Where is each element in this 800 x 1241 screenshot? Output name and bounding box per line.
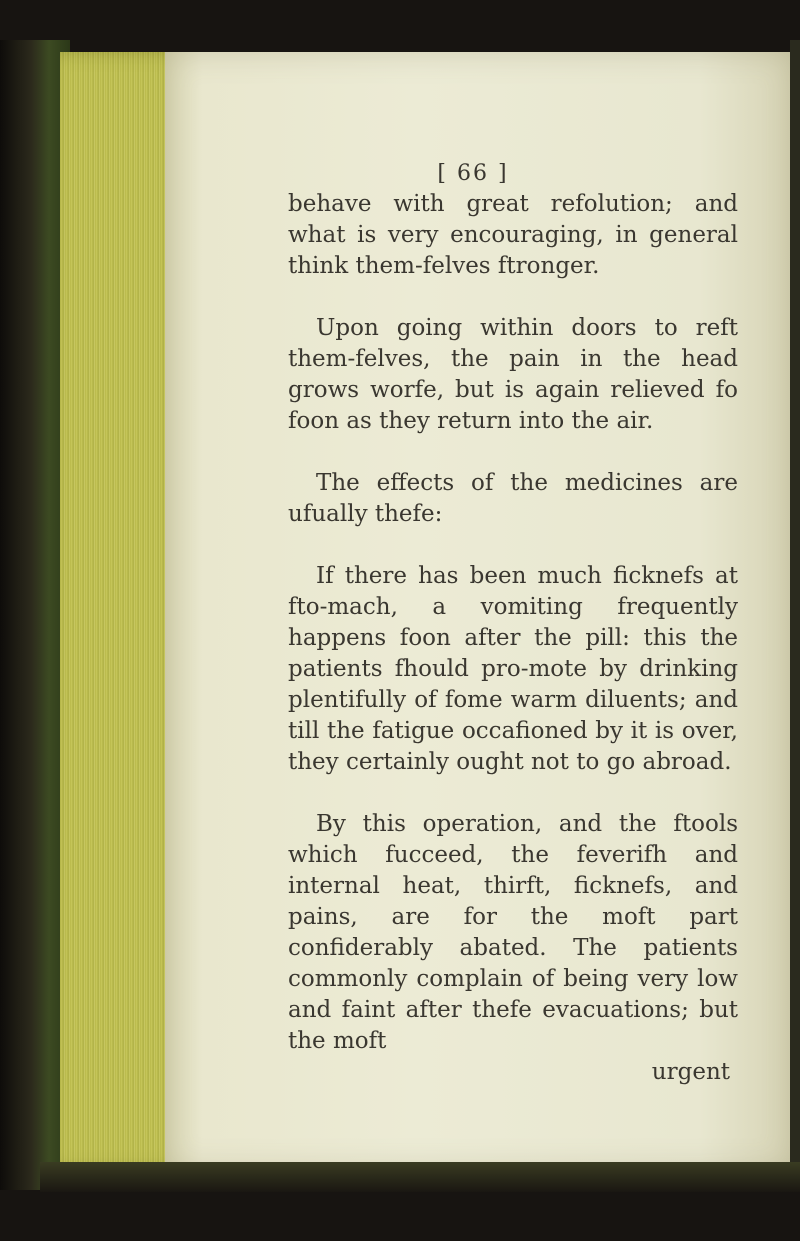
catchword: urgent xyxy=(651,1059,730,1085)
paragraph-2: Upon going within doors to reft them-felves, the pain in the head grows worfe, but is again relieved fo foon as they return into the air. xyxy=(288,315,738,434)
paragraph-1: behave with great refolution; and what is very encouraging, in general think them-felves ftronger. xyxy=(288,191,738,279)
book-bottom-edge xyxy=(40,1162,800,1192)
paragraph-4: If there has been much ficknefs at fto-mach, a vomiting frequently happens foon after the pill: this the patients fhould pro-mote by drinking plentifully of fome warm diluents; and till the fatigue occafioned by it is over, they certainly ought not to go abroad. xyxy=(288,563,738,775)
page-text xyxy=(288,158,738,1088)
paragraph-3: The effects of the medicines are ufually thefe: xyxy=(288,470,738,527)
book-right-edge xyxy=(790,40,800,1190)
paragraph-5: By this operation, and the ftools which fucceed, the feverifh and internal heat, thirft, ficknefs, and pains, are for the moft part confiderably abated. The patients commonly complain of being very low and faint after thefe evacuations; but the moft xyxy=(288,811,738,1054)
page-number: [ 66 ] xyxy=(437,161,509,186)
